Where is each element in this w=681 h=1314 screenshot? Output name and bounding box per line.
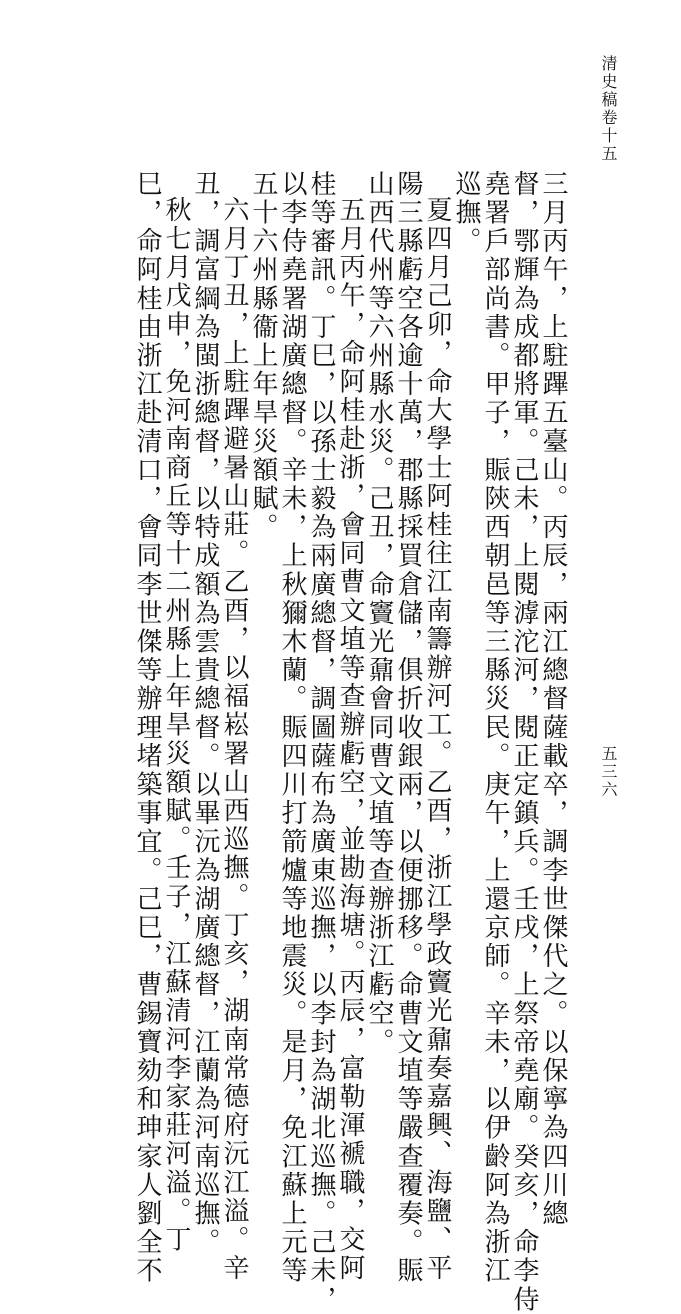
text-column-14: 秋七月戊申，免河南商丘等十二州縣上年旱災額賦。壬子，江蘇清河李家莊河溢。丁 [161, 196, 191, 1255]
text-column-11: 五十六州縣衞上年旱災額賦。 [248, 170, 278, 542]
text-column-13: 丑，調富綱為閩浙總督，以特成額為雲貴總督。以畢沅為湖廣總督，江蘭為河南巡撫。 [190, 170, 220, 1257]
text-column-7: 山西代州等六州縣水災。己丑，命竇光鼐會同曹文埴等查辦浙江虧空。 [364, 170, 394, 1057]
text-column-2: 督，鄂輝為成都將軍。己未，上閱滹沱河，閱正定鎮兵。壬戌，上祭帝堯廟。癸亥，命李侍 [509, 170, 539, 1314]
text-column-12: 六月丁丑，上駐蹕避暑山莊。乙酉，以福崧署山西巡撫。丁亥，湖南常德府沅江溢。辛 [219, 196, 249, 1283]
text-column-5: 夏四月己卯，命大學士阿桂往江南籌辦河工。乙酉，浙江學政竇光鼐奏嘉興、海鹽、平 [422, 196, 452, 1283]
text-column-9: 桂等審訊。丁巳，以孫士毅為兩廣總督，調圖薩布為廣東巡撫，以李封為湖北巡撫。己未， [306, 170, 336, 1314]
text-column-4: 巡撫。 [451, 170, 481, 256]
text-column-6: 陽三縣虧空各逾十萬，郡縣採買倉儲，俱折收銀兩，以便挪移。命曹文埴等嚴查覆奏。賑 [393, 170, 423, 1286]
text-column-10: 以李侍堯署湖廣總督。辛未，上秋獮木蘭。賑四川打箭爐等地震災。是月，免江蘇上元等 [277, 170, 307, 1286]
text-column-3: 堯署戶部尚書。甲子，賑陝西朝邑等三縣災民。庚午，上還京師。辛未，以伊齡阿為浙江 [480, 170, 510, 1286]
text-column-8: 五月丙午，命阿桂赴浙，會同曹文埴等查辦虧空，並勘海塘。丙辰，富勒渾褫職，交阿 [335, 196, 365, 1283]
book-title: 清史稿卷十五 [599, 55, 618, 163]
text-column-1: 三月丙午，上駐蹕五臺山。丙辰，兩江總督薩載卒，調李世傑代之。以保寧為四川總 [538, 170, 568, 1229]
text-column-15: 巳，命阿桂由浙江赴清口，會同李世傑等辦理堵築事宜。己巳，曹錫寶劾和珅家人劉全不 [132, 170, 162, 1286]
page-number: 五三六 [599, 745, 618, 799]
